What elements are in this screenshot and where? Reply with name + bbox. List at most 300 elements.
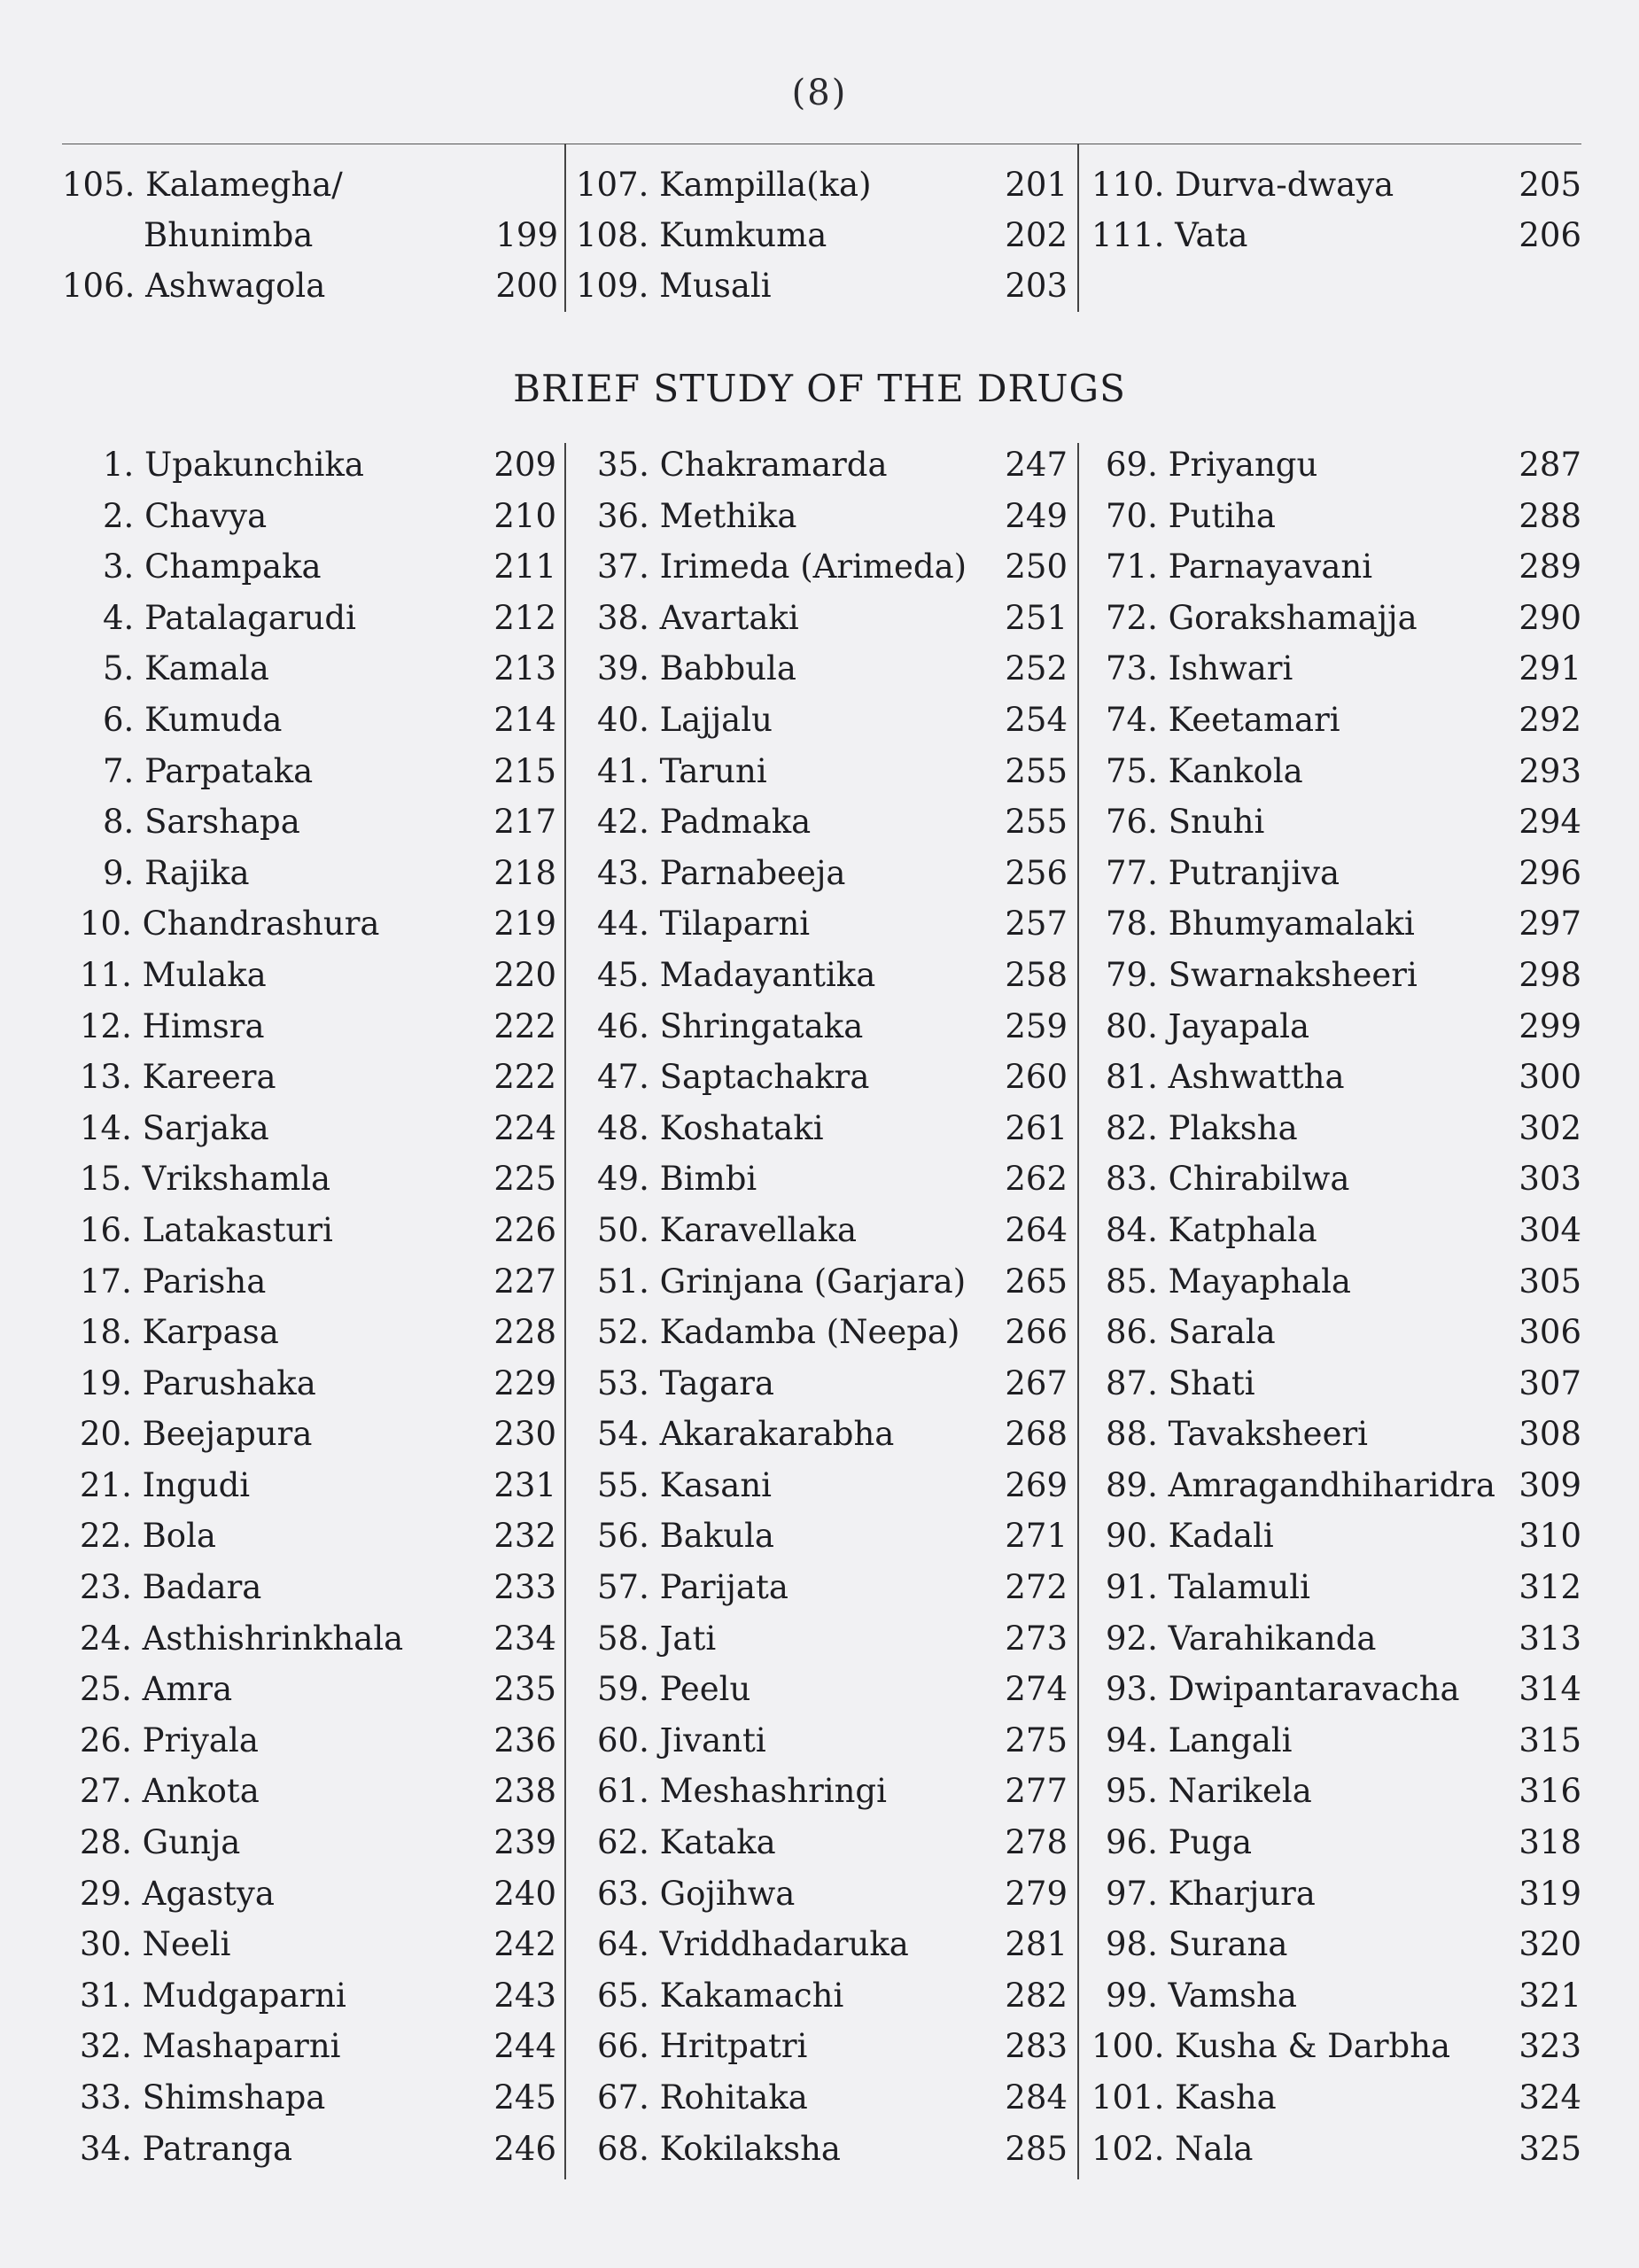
- entry-page-number: 215: [493, 751, 556, 790]
- entry-page-number: 243: [493, 1976, 556, 2015]
- entry-name: 14. Sarjaka: [80, 1108, 269, 1147]
- index-entry: [576, 159, 1068, 210]
- entry-page-number: 289: [1519, 548, 1581, 586]
- entry-page-number: 202: [1005, 216, 1068, 254]
- index-entry: [576, 1307, 1068, 1358]
- entry-name: 58. Jati: [597, 1619, 717, 1658]
- index-entry: [1091, 1511, 1581, 1562]
- entry-name: 74. Keetamari: [1106, 700, 1340, 739]
- index-entry: [62, 1766, 556, 1817]
- index-entry: [62, 1817, 556, 1868]
- entry-page-number: 205: [1519, 166, 1581, 204]
- entry-page-number: 222: [493, 1058, 556, 1097]
- index-entry: [62, 439, 556, 491]
- index-entry: [576, 1409, 1068, 1460]
- entry-page-number: 264: [1005, 1210, 1068, 1249]
- entry-page-number: 247: [1005, 446, 1068, 484]
- index-entry: [1091, 1766, 1581, 1817]
- index-entry: [62, 1919, 556, 1970]
- entry-name: 102. Nala: [1091, 2129, 1254, 2168]
- entry-page-number: 255: [1005, 803, 1068, 842]
- entry-name: 21. Ingudi: [80, 1465, 251, 1504]
- entry-page-number: 281: [1005, 1925, 1068, 1964]
- entry-name: 84. Katphala: [1106, 1210, 1317, 1249]
- entry-page-number: 218: [493, 853, 556, 892]
- index-entry: [576, 643, 1068, 695]
- entry-page-number: 287: [1519, 446, 1581, 484]
- entry-page-number: 233: [493, 1568, 556, 1607]
- entry-page-number: 267: [1005, 1363, 1068, 1402]
- index-entry: [1091, 593, 1581, 644]
- entry-name: 42. Padmaka: [597, 803, 812, 842]
- entry-name: 96. Puga: [1106, 1823, 1253, 1862]
- index-entry: [576, 260, 1068, 311]
- entry-name: 36. Methika: [597, 496, 797, 535]
- entry-page-number: 258: [1005, 955, 1068, 994]
- entry-name: 107. Kampilla(ka): [576, 166, 872, 204]
- entry-page-number: 213: [493, 649, 556, 688]
- entry-name: 89. Amragandhiharidra: [1106, 1465, 1495, 1504]
- entry-name: 43. Parnabeeja: [597, 853, 846, 892]
- entry-name: 59. Peelu: [597, 1670, 751, 1709]
- entry-name: 50. Karavellaka: [597, 1210, 858, 1249]
- index-entry: [1091, 491, 1581, 542]
- entry-name: 99. Vamsha: [1106, 1976, 1297, 2015]
- entry-name: 39. Babbula: [597, 649, 796, 688]
- index-entry: [1091, 1664, 1581, 1715]
- index-entry: [62, 950, 556, 1001]
- entry-page-number: 201: [1005, 166, 1068, 204]
- entry-page-number: 303: [1519, 1160, 1581, 1199]
- entry-page-number: 250: [1005, 548, 1068, 586]
- entry-page-number: 229: [493, 1363, 556, 1402]
- index-entry: [62, 1256, 556, 1308]
- entry-name: 35. Chakramarda: [597, 446, 888, 484]
- index-entry: [576, 1970, 1068, 2022]
- entry-name: 53. Tagara: [597, 1363, 774, 1402]
- entry-name: 31. Mudgaparni: [80, 1976, 346, 2015]
- index-entry: [576, 1817, 1068, 1868]
- entry-page-number: 274: [1005, 1670, 1068, 1709]
- entry-name: 4. Patalagarudi: [103, 598, 356, 637]
- entry-name: 105. Kalamegha/: [62, 166, 343, 204]
- entry-page-number: 283: [1005, 2027, 1068, 2066]
- entry-page-number: 246: [493, 2129, 556, 2168]
- entry-name: 3. Champaka: [103, 548, 322, 586]
- entry-page-number: 323: [1519, 2027, 1581, 2066]
- index-entry: [576, 1919, 1068, 1970]
- entry-page-number: 265: [1005, 1262, 1068, 1301]
- entry-page-number: 321: [1519, 1976, 1581, 2015]
- index-entry: [1091, 1460, 1581, 1511]
- index-entry: [576, 950, 1068, 1001]
- index-entry: [576, 1052, 1068, 1103]
- index-entry: [1091, 1205, 1581, 1256]
- entry-name: 11. Mulaka: [80, 955, 267, 994]
- entry-name: 40. Lajjalu: [597, 700, 773, 739]
- index-entry: [576, 848, 1068, 899]
- index-entry: [62, 643, 556, 695]
- entry-page-number: 288: [1519, 496, 1581, 535]
- index-entry: [1091, 439, 1581, 491]
- entry-name: 41. Taruni: [597, 751, 767, 790]
- entry-page-number: 259: [1005, 1006, 1068, 1045]
- entry-name: 83. Chirabilwa: [1106, 1160, 1350, 1199]
- entry-page-number: 277: [1005, 1772, 1068, 1811]
- index-entry: [1091, 848, 1581, 899]
- entry-name: 49. Bimbi: [597, 1160, 757, 1199]
- entry-page-number: 284: [1005, 2078, 1068, 2117]
- entry-name: 54. Akarakarabha: [597, 1415, 895, 1454]
- entry-name: 70. Putiha: [1106, 496, 1276, 535]
- entry-page-number: 271: [1005, 1517, 1068, 1556]
- entry-name: 1. Upakunchika: [103, 446, 364, 484]
- entry-page-number: 251: [1005, 598, 1068, 637]
- entry-page-number: 291: [1519, 649, 1581, 688]
- entry-page-number: 224: [493, 1108, 556, 1147]
- index-entry: [62, 1153, 556, 1205]
- entry-page-number: 212: [493, 598, 556, 637]
- entry-page-number: 245: [493, 2078, 556, 2117]
- entry-page-number: 320: [1519, 1925, 1581, 1964]
- entry-name: 98. Surana: [1106, 1925, 1288, 1964]
- index-entry: [576, 1256, 1068, 1308]
- entry-name: 5. Kamala: [103, 649, 269, 688]
- index-entry: [576, 2021, 1068, 2072]
- index-entry: [1091, 746, 1581, 797]
- entry-page-number: 252: [1005, 649, 1068, 688]
- entry-name: 7. Parpataka: [103, 751, 314, 790]
- index-entry: [576, 491, 1068, 542]
- entry-name: 29. Agastya: [80, 1874, 275, 1913]
- entry-name: 79. Swarnaksheeri: [1106, 955, 1418, 994]
- entry-page-number: 228: [493, 1313, 556, 1352]
- entry-name: 86. Sarala: [1106, 1313, 1276, 1352]
- entry-page-number: 315: [1519, 1720, 1581, 1759]
- index-entry: [1091, 2124, 1581, 2175]
- index-entry: [62, 159, 558, 210]
- entry-name: 75. Kankola: [1106, 751, 1303, 790]
- index-entry: [1091, 643, 1581, 695]
- entry-name: 100. Kusha & Darbha: [1091, 2027, 1451, 2066]
- index-entry: [1091, 1256, 1581, 1308]
- index-entry: [1091, 1307, 1581, 1358]
- entry-name: 80. Jayapala: [1106, 1006, 1310, 1045]
- entry-page-number: 296: [1519, 853, 1581, 892]
- entry-name: 8. Sarshapa: [103, 803, 300, 842]
- index-entry: [576, 746, 1068, 797]
- index-entry: [62, 1001, 556, 1052]
- entry-name: 111. Vata: [1091, 216, 1248, 254]
- entry-name: 82. Plaksha: [1106, 1108, 1298, 1147]
- entry-name: 19. Parushaka: [80, 1363, 316, 1402]
- entry-name: 93. Dwipantaravacha: [1106, 1670, 1460, 1709]
- entry-name: 85. Mayaphala: [1106, 1262, 1351, 1301]
- entry-name: 66. Hritpatri: [597, 2027, 808, 2066]
- index-entry: [62, 1358, 556, 1410]
- index-entry: [62, 1052, 556, 1103]
- entry-name: 56. Bakula: [597, 1517, 774, 1556]
- index-entry: [576, 1103, 1068, 1154]
- index-entry: [1091, 2021, 1581, 2072]
- entry-page-number: 285: [1005, 2129, 1068, 2168]
- entry-name: 55. Kasani: [597, 1465, 773, 1504]
- entry-name: 92. Varahikanda: [1106, 1619, 1377, 1658]
- entry-name: 28. Gunja: [80, 1823, 241, 1862]
- entry-page-number: 282: [1005, 1976, 1068, 2015]
- entry-name: 95. Narikela: [1106, 1772, 1312, 1811]
- entry-name: 110. Durva-dwaya: [1091, 166, 1394, 204]
- entry-page-number: 273: [1005, 1619, 1068, 1658]
- entry-name: 2. Chavya: [103, 496, 268, 535]
- entry-page-number: 299: [1519, 1006, 1581, 1045]
- index-entry: [62, 593, 556, 644]
- index-entry: [1091, 210, 1581, 260]
- entry-page-number: 239: [493, 1823, 556, 1862]
- index-entry: [576, 1001, 1068, 1052]
- entry-name: 18. Karpasa: [80, 1313, 279, 1352]
- index-entry: [62, 1868, 556, 1920]
- entry-page-number: 294: [1519, 803, 1581, 842]
- entry-page-number: 298: [1519, 955, 1581, 994]
- entry-page-number: 236: [493, 1720, 556, 1759]
- entry-name: 48. Koshataki: [597, 1108, 824, 1147]
- entry-name: 76. Snuhi: [1106, 803, 1265, 842]
- entry-name: 62. Kataka: [597, 1823, 776, 1862]
- index-entry: [1091, 1715, 1581, 1767]
- entry-page-number: 209: [493, 446, 556, 484]
- entry-page-number: 312: [1519, 1568, 1581, 1607]
- entry-name: 20. Beejapura: [80, 1415, 313, 1454]
- entry-page-number: 234: [493, 1619, 556, 1658]
- index-entry: [62, 695, 556, 746]
- index-entry: [62, 2021, 556, 2072]
- entry-name: 52. Kadamba (Neepa): [597, 1313, 960, 1352]
- index-entry: [62, 1562, 556, 1613]
- entry-name: 78. Bhumyamalaki: [1106, 905, 1415, 944]
- entry-name: 64. Vriddhadaruka: [597, 1925, 909, 1964]
- entry-name: 16. Latakasturi: [80, 1210, 333, 1249]
- index-entry: [1091, 1052, 1581, 1103]
- column-divider: [1077, 443, 1079, 2179]
- index-entry: [62, 1103, 556, 1154]
- entry-name: 37. Irimeda (Arimeda): [597, 548, 967, 586]
- entry-name: 90. Kadali: [1106, 1517, 1274, 1556]
- entry-name: 24. Asthishrinkhala: [80, 1619, 404, 1658]
- entry-page-number: 200: [495, 267, 558, 305]
- entry-name: 51. Grinjana (Garjara): [597, 1262, 967, 1301]
- entry-name: 26. Priyala: [80, 1720, 259, 1759]
- entry-name: 87. Shati: [1106, 1363, 1255, 1402]
- entry-page-number: 318: [1519, 1823, 1581, 1862]
- entry-name: 108. Kumkuma: [576, 216, 827, 254]
- index-entry: [576, 541, 1068, 593]
- index-entry: [62, 1715, 556, 1767]
- entry-name: 77. Putranjiva: [1106, 853, 1340, 892]
- entry-name: 68. Kokilaksha: [597, 2129, 841, 2168]
- entry-page-number: 255: [1005, 751, 1068, 790]
- entry-name: 23. Badara: [80, 1568, 262, 1607]
- entry-page-number: 319: [1519, 1874, 1581, 1913]
- entry-page-number: 219: [493, 905, 556, 944]
- entry-name: 73. Ishwari: [1106, 649, 1293, 688]
- index-entry: [1091, 1817, 1581, 1868]
- index-entry: [1091, 1001, 1581, 1052]
- entry-name: 101. Kasha: [1091, 2078, 1277, 2117]
- drug-index-column-3: [1091, 439, 1581, 2174]
- column-divider: [1077, 144, 1079, 312]
- entry-name: 13. Kareera: [80, 1058, 276, 1097]
- index-entry: [62, 848, 556, 899]
- index-entry: [62, 746, 556, 797]
- index-entry: [62, 260, 558, 311]
- entry-page-number: 279: [1005, 1874, 1068, 1913]
- index-entry: [576, 593, 1068, 644]
- entry-name: 71. Parnayavani: [1106, 548, 1373, 586]
- entry-page-number: 308: [1519, 1415, 1581, 1454]
- entry-name: Bhunimba: [144, 216, 314, 254]
- entry-name: 12. Himsra: [80, 1006, 265, 1045]
- entry-page-number: 214: [493, 700, 556, 739]
- entry-page-number: 278: [1005, 1823, 1068, 1862]
- entry-name: 61. Meshashringi: [597, 1772, 887, 1811]
- entry-page-number: 293: [1519, 751, 1581, 790]
- index-entry: [576, 210, 1068, 260]
- entry-page-number: 325: [1519, 2129, 1581, 2168]
- section-title: BRIEF STUDY OF THE DRUGS: [513, 367, 1126, 410]
- entry-name: 94. Langali: [1106, 1720, 1293, 1759]
- index-entry: [576, 2124, 1068, 2175]
- entry-page-number: 226: [493, 1210, 556, 1249]
- index-entry: [1091, 898, 1581, 950]
- index-entry: [576, 1613, 1068, 1665]
- index-entry: [62, 2072, 556, 2124]
- entry-page-number: 292: [1519, 700, 1581, 739]
- entry-page-number: 316: [1519, 1772, 1581, 1811]
- entry-page-number: 268: [1005, 1415, 1068, 1454]
- entry-name: 22. Bola: [80, 1517, 216, 1556]
- entry-name: 15. Vrikshamla: [80, 1160, 331, 1199]
- continued-column-1: [62, 159, 558, 311]
- index-entry: [62, 1970, 556, 2022]
- entry-page-number: 199: [495, 216, 558, 254]
- entry-page-number: 306: [1519, 1313, 1581, 1352]
- index-entry: [62, 210, 558, 260]
- entry-name: 27. Ankota: [80, 1772, 260, 1811]
- entry-name: 88. Tavaksheeri: [1106, 1415, 1368, 1454]
- entry-page-number: 309: [1519, 1465, 1581, 1504]
- entry-page-number: 249: [1005, 496, 1068, 535]
- column-divider: [564, 443, 566, 2179]
- index-entry: [62, 2124, 556, 2175]
- entry-page-number: 206: [1519, 216, 1581, 254]
- entry-name: 65. Kakamachi: [597, 1976, 844, 2015]
- entry-name: 67. Rohitaka: [597, 2078, 808, 2117]
- drug-index-column-1: [62, 439, 556, 2174]
- index-entry: [576, 1664, 1068, 1715]
- entry-name: 34. Patranga: [80, 2129, 293, 2168]
- index-entry: [62, 1205, 556, 1256]
- entry-page-number: 238: [493, 1772, 556, 1811]
- entry-name: 10. Chandrashura: [80, 905, 380, 944]
- index-entry: [1091, 695, 1581, 746]
- entry-page-number: 290: [1519, 598, 1581, 637]
- entry-name: 63. Gojihwa: [597, 1874, 796, 1913]
- index-entry: [576, 1205, 1068, 1256]
- entry-name: 17. Parisha: [80, 1262, 267, 1301]
- entry-page-number: 210: [493, 496, 556, 535]
- entry-page-number: 217: [493, 803, 556, 842]
- entry-page-number: 232: [493, 1517, 556, 1556]
- index-entry: [1091, 159, 1581, 210]
- index-entry: [1091, 950, 1581, 1001]
- index-entry: [62, 491, 556, 542]
- entry-page-number: 220: [493, 955, 556, 994]
- entry-name: 30. Neeli: [80, 1925, 231, 1964]
- entry-page-number: 227: [493, 1262, 556, 1301]
- entry-name: 72. Gorakshamajja: [1106, 598, 1418, 637]
- entry-page-number: 324: [1519, 2078, 1581, 2117]
- entry-name: 97. Kharjura: [1106, 1874, 1316, 1913]
- index-entry: [1091, 2072, 1581, 2124]
- index-entry: [1091, 1103, 1581, 1154]
- entry-page-number: 244: [493, 2027, 556, 2066]
- entry-page-number: 235: [493, 1670, 556, 1709]
- index-entry: [576, 1358, 1068, 1410]
- page-number: (8): [791, 73, 848, 113]
- entry-page-number: 314: [1519, 1670, 1581, 1709]
- entry-page-number: 231: [493, 1465, 556, 1504]
- entry-page-number: 230: [493, 1415, 556, 1454]
- entry-page-number: 266: [1005, 1313, 1068, 1352]
- index-entry: [62, 1307, 556, 1358]
- index-entry: [576, 695, 1068, 746]
- entry-name: 33. Shimshapa: [80, 2078, 326, 2117]
- index-entry: [62, 898, 556, 950]
- index-entry: [62, 1460, 556, 1511]
- entry-name: 57. Parijata: [597, 1568, 788, 1607]
- entry-page-number: 300: [1519, 1058, 1581, 1097]
- index-entry: [1091, 1970, 1581, 2022]
- entry-page-number: 310: [1519, 1517, 1581, 1556]
- entry-name: 91. Talamuli: [1106, 1568, 1310, 1607]
- entry-name: 60. Jivanti: [597, 1720, 766, 1759]
- index-entry: [62, 1511, 556, 1562]
- index-entry: [62, 1613, 556, 1665]
- entry-name: 81. Ashwattha: [1106, 1058, 1345, 1097]
- index-entry: [576, 1868, 1068, 1920]
- index-entry: [62, 541, 556, 593]
- index-entry: [1091, 796, 1581, 848]
- index-entry: [1091, 1613, 1581, 1665]
- entry-name: 32. Mashaparni: [80, 2027, 341, 2066]
- entry-page-number: 260: [1005, 1058, 1068, 1097]
- entry-page-number: 297: [1519, 905, 1581, 944]
- index-entry: [1091, 1153, 1581, 1205]
- index-entry: [576, 898, 1068, 950]
- entry-page-number: 305: [1519, 1262, 1581, 1301]
- index-entry: [1091, 541, 1581, 593]
- drug-index-column-2: [576, 439, 1068, 2174]
- entry-page-number: 275: [1005, 1720, 1068, 1759]
- entry-page-number: 261: [1005, 1108, 1068, 1147]
- index-entry: [62, 1409, 556, 1460]
- index-entry: [62, 1664, 556, 1715]
- index-entry: [1091, 1409, 1581, 1460]
- index-entry: [1091, 1562, 1581, 1613]
- entry-page-number: 302: [1519, 1108, 1581, 1147]
- index-entry: [1091, 1868, 1581, 1920]
